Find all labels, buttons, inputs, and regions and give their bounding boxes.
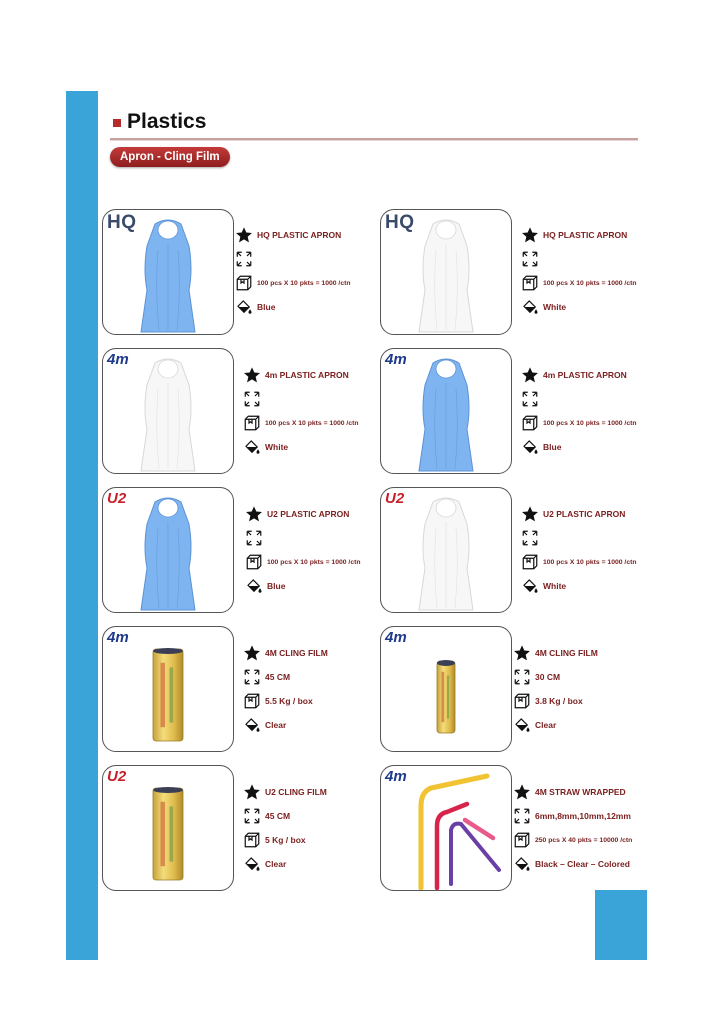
spec-color: Blue	[267, 581, 286, 591]
page-title: Plastics	[127, 110, 207, 133]
title-bullet	[113, 119, 121, 127]
product-card	[380, 626, 512, 752]
product-card	[102, 626, 234, 752]
spec-row-color	[521, 577, 566, 595]
expand-arrows-icon	[243, 390, 261, 408]
spec-row-size	[521, 250, 543, 268]
spec-size: 45 CM	[265, 811, 291, 821]
paint-bucket-icon	[243, 855, 261, 873]
spec-name: 4m PLASTIC APRON	[265, 370, 349, 380]
paint-bucket-icon	[513, 716, 531, 734]
expand-arrows-icon	[243, 807, 261, 825]
expand-arrows-icon	[521, 529, 539, 547]
spec-packing: 100 pcs X 10 pkts = 1000 /ctn	[543, 279, 637, 287]
spec-row-name	[243, 644, 328, 662]
paint-bucket-icon	[243, 438, 261, 456]
corner-accent-block	[595, 890, 647, 960]
expand-arrows-icon	[235, 250, 253, 268]
spec-row-name	[521, 505, 625, 523]
spec-row-name	[245, 505, 349, 523]
left-accent-bar	[66, 91, 98, 960]
spec-packing: 5 Kg / box	[265, 835, 306, 845]
product-card	[380, 765, 512, 891]
star-icon	[513, 644, 531, 662]
star-icon	[521, 366, 539, 384]
product-card	[380, 487, 512, 613]
star-icon	[235, 226, 253, 244]
spec-size: 45 CM	[265, 672, 291, 682]
spec-size: 30 CM	[535, 672, 561, 682]
box-icon	[245, 553, 263, 571]
paint-bucket-icon	[521, 577, 539, 595]
box-icon	[243, 831, 261, 849]
spec-packing: 100 pcs X 10 pkts = 1000 /ctn	[257, 279, 351, 287]
spec-packing: 250 pcs X 40 pkts = 10000 /ctn	[535, 836, 633, 844]
expand-arrows-icon	[243, 668, 261, 686]
spec-row-name	[521, 226, 627, 244]
brand-logo: 4m	[385, 768, 407, 785]
star-icon	[513, 783, 531, 801]
product-card	[102, 348, 234, 474]
spec-name: 4M CLING FILM	[265, 648, 328, 658]
spec-name: U2 CLING FILM	[265, 787, 327, 797]
expand-arrows-icon	[521, 250, 539, 268]
expand-arrows-icon	[245, 529, 263, 547]
brand-logo: U2	[385, 490, 405, 507]
paint-bucket-icon	[521, 298, 539, 316]
spec-color: Clear	[535, 720, 557, 730]
spec-name: 4m PLASTIC APRON	[543, 370, 627, 380]
spec-packing: 3.8 Kg / box	[535, 696, 583, 706]
spec-row-packing	[243, 831, 306, 849]
expand-arrows-icon	[513, 668, 531, 686]
spec-row-size	[245, 529, 267, 547]
box-icon	[243, 692, 261, 710]
brand-logo: HQ	[385, 212, 415, 233]
spec-row-size	[243, 807, 290, 825]
paint-bucket-icon	[235, 298, 253, 316]
brand-logo: 4m	[385, 629, 407, 646]
spec-row-size	[521, 390, 543, 408]
spec-row-packing	[521, 553, 637, 571]
spec-row-color	[521, 298, 566, 316]
spec-row-name	[235, 226, 341, 244]
box-icon	[243, 414, 261, 432]
spec-row-name	[521, 366, 627, 384]
expand-arrows-icon	[513, 807, 531, 825]
brand-logo: 4m	[107, 351, 129, 368]
spec-row-name	[243, 366, 349, 384]
spec-row-packing	[513, 692, 583, 710]
spec-name: 4M CLING FILM	[535, 648, 598, 658]
spec-row-size	[513, 807, 631, 825]
paint-bucket-icon	[521, 438, 539, 456]
star-icon	[521, 505, 539, 523]
spec-packing: 100 pcs X 10 pkts = 1000 /ctn	[267, 558, 361, 566]
spec-name: HQ PLASTIC APRON	[543, 230, 628, 240]
product-card	[102, 209, 234, 335]
spec-row-size	[521, 529, 543, 547]
spec-row-color	[513, 855, 630, 873]
section-badge: Apron - Cling Film	[110, 147, 230, 167]
spec-name: U2 PLASTIC APRON	[543, 509, 626, 519]
star-icon	[243, 644, 261, 662]
spec-packing: 5.5 Kg / box	[265, 696, 313, 706]
paint-bucket-icon	[243, 716, 261, 734]
spec-name: U2 PLASTIC APRON	[267, 509, 350, 519]
spec-packing: 100 pcs X 10 pkts = 1000 /ctn	[265, 419, 359, 427]
star-icon	[243, 783, 261, 801]
brand-logo: U2	[107, 768, 127, 785]
spec-color: White	[265, 442, 289, 452]
spec-row-name	[513, 783, 626, 801]
spec-row-packing	[243, 414, 359, 432]
spec-color: Clear	[265, 720, 287, 730]
spec-row-color	[243, 716, 286, 734]
brand-logo: 4m	[107, 629, 129, 646]
spec-row-packing	[521, 414, 637, 432]
spec-color: Blue	[257, 302, 276, 312]
spec-row-color	[243, 855, 286, 873]
spec-row-size	[243, 668, 290, 686]
spec-name: 4M STRAW WRAPPED	[535, 787, 626, 797]
spec-row-packing	[235, 274, 351, 292]
spec-size: 6mm,8mm,10mm,12mm	[535, 811, 631, 821]
spec-color: White	[543, 581, 567, 591]
spec-row-packing	[521, 274, 637, 292]
product-card	[380, 209, 512, 335]
box-icon	[521, 414, 539, 432]
product-card	[380, 348, 512, 474]
spec-row-color	[243, 438, 288, 456]
spec-color: Blue	[543, 442, 562, 452]
spec-packing: 100 pcs X 10 pkts = 1000 /ctn	[543, 419, 637, 427]
star-icon	[521, 226, 539, 244]
spec-name: HQ PLASTIC APRON	[257, 230, 342, 240]
paint-bucket-icon	[245, 577, 263, 595]
product-card	[102, 487, 234, 613]
title-divider-shadow	[110, 140, 638, 141]
box-icon	[521, 274, 539, 292]
spec-row-name	[513, 644, 598, 662]
expand-arrows-icon	[521, 390, 539, 408]
box-icon	[513, 831, 531, 849]
spec-row-packing	[243, 692, 313, 710]
spec-row-size	[243, 390, 265, 408]
box-icon	[513, 692, 531, 710]
spec-color: Black – Clear – Colored	[535, 859, 630, 869]
brand-logo: HQ	[107, 212, 137, 233]
spec-row-color	[245, 577, 285, 595]
box-icon	[235, 274, 253, 292]
spec-row-packing	[513, 831, 632, 849]
spec-packing: 100 pcs X 10 pkts = 1000 /ctn	[543, 558, 637, 566]
spec-row-color	[235, 298, 275, 316]
spec-row-color	[521, 438, 561, 456]
box-icon	[521, 553, 539, 571]
spec-color: Clear	[265, 859, 287, 869]
spec-row-color	[513, 716, 556, 734]
star-icon	[243, 366, 261, 384]
paint-bucket-icon	[513, 855, 531, 873]
product-card	[102, 765, 234, 891]
spec-row-size	[235, 250, 257, 268]
spec-row-size	[513, 668, 560, 686]
spec-row-name	[243, 783, 327, 801]
spec-color: White	[543, 302, 567, 312]
spec-row-packing	[245, 553, 361, 571]
brand-logo: 4m	[385, 351, 407, 368]
brand-logo: U2	[107, 490, 127, 507]
star-icon	[245, 505, 263, 523]
